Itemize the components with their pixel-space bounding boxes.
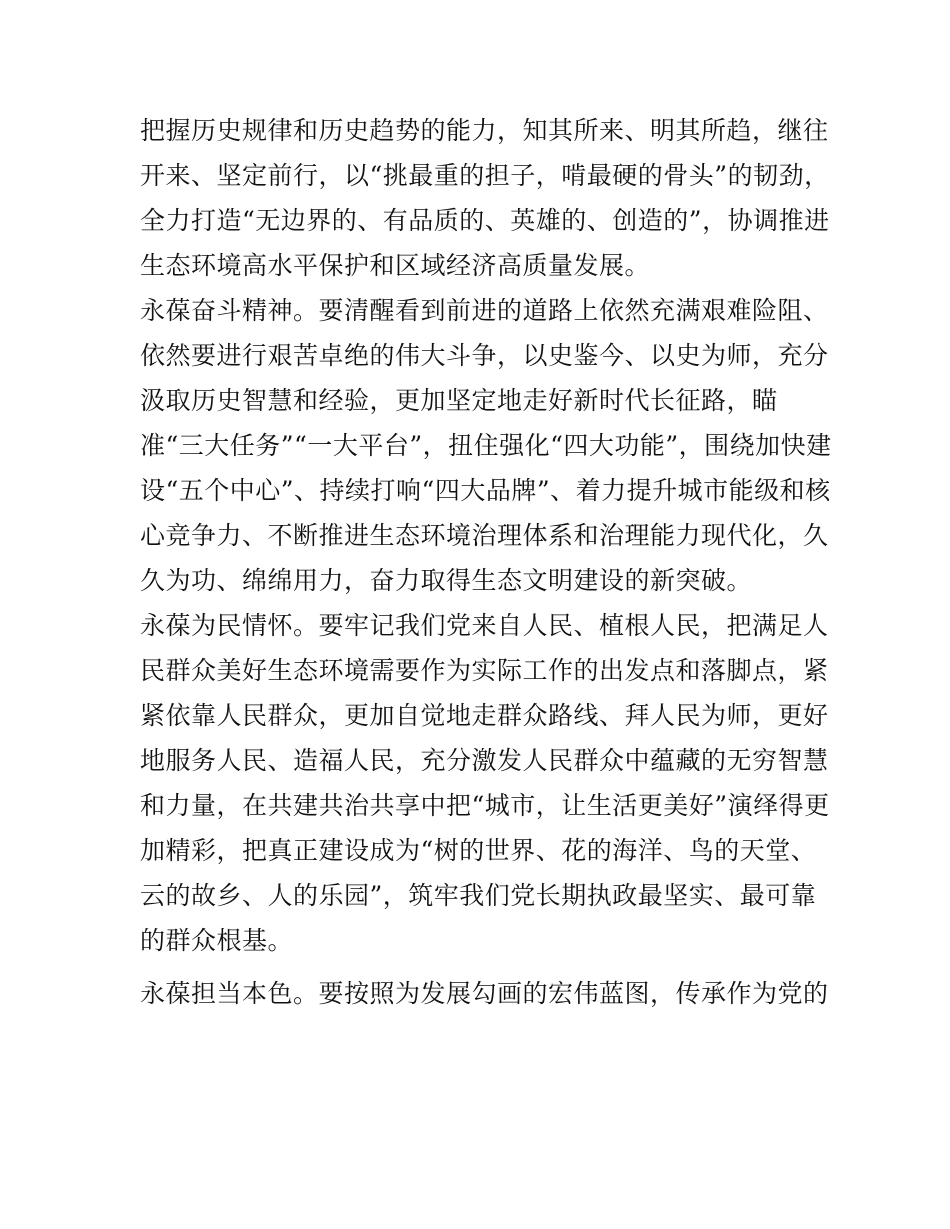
text-line: 汲取历史智慧和经验，更加坚定地走好新时代长征路，瞄 (140, 386, 778, 415)
text-line: 地服务人民、造福人民，充分激发人民群众中蕴藏的无穷智慧 (140, 746, 829, 775)
text-line: 全力打造“无边界的、有品质的、英雄的、创造的”，协调推进 (140, 206, 830, 235)
text-line: 心竞争力、不断推进生态环境治理体系和治理能力现代化，久 (140, 521, 829, 550)
document-body (140, 108, 832, 1016)
text-line: 的群众根基。 (140, 926, 294, 955)
paragraph-4 (140, 971, 829, 1016)
text-line: 紧依靠人民群众，更加自觉地走群众路线、拜人民为师，更好 (140, 701, 829, 730)
text-line: 把握历史规律和历史趋势的能力，知其所来、明其所趋，继往 (140, 116, 829, 145)
text-line: 加精彩，把真正建设成为“树的世界、花的海洋、鸟的天堂、 (140, 836, 817, 865)
text-line: 准“三大任务”“一大平台”，扭住强化“四大功能”，围绕加快建 (140, 431, 832, 460)
text-line: 久为功、绵绵用力，奋力取得生态文明建设的新突破。 (140, 566, 753, 595)
text-line: 生态环境高水平保护和区域经济高质量发展。 (140, 251, 651, 280)
text-line: 永葆奋斗精神。要清醒看到前进的道路上依然充满艰难险阻、 (140, 296, 829, 325)
text-line: 开来、坚定前行，以“挑最重的担子，啃最硬的骨头”的韧劲， (140, 161, 830, 190)
paragraph-3 (140, 603, 830, 963)
text-line: 设“五个中心”、持续打响“四大品牌”、着力提升城市能级和核 (140, 476, 831, 505)
text-line: 云的故乡、人的乐园”，筑牢我们党长期执政最坚实、最可靠 (140, 881, 817, 910)
text-line: 永葆为民情怀。要牢记我们党来自人民、植根人民，把满足人 (140, 611, 829, 640)
text-line: 永葆担当本色。要按照为发展勾画的宏伟蓝图，传承作为党的 (140, 979, 829, 1008)
text-line: 民群众美好生态环境需要作为实际工作的出发点和落脚点，紧 (140, 656, 829, 685)
paragraph-2 (140, 288, 832, 603)
paragraph-1 (140, 108, 830, 288)
text-line: 依然要进行艰苦卓绝的伟大斗争，以史鉴今、以史为师，充分 (140, 341, 829, 370)
text-line: 和力量，在共建共治共享中把“城市，让生活更美好”演绎得更 (140, 791, 830, 820)
